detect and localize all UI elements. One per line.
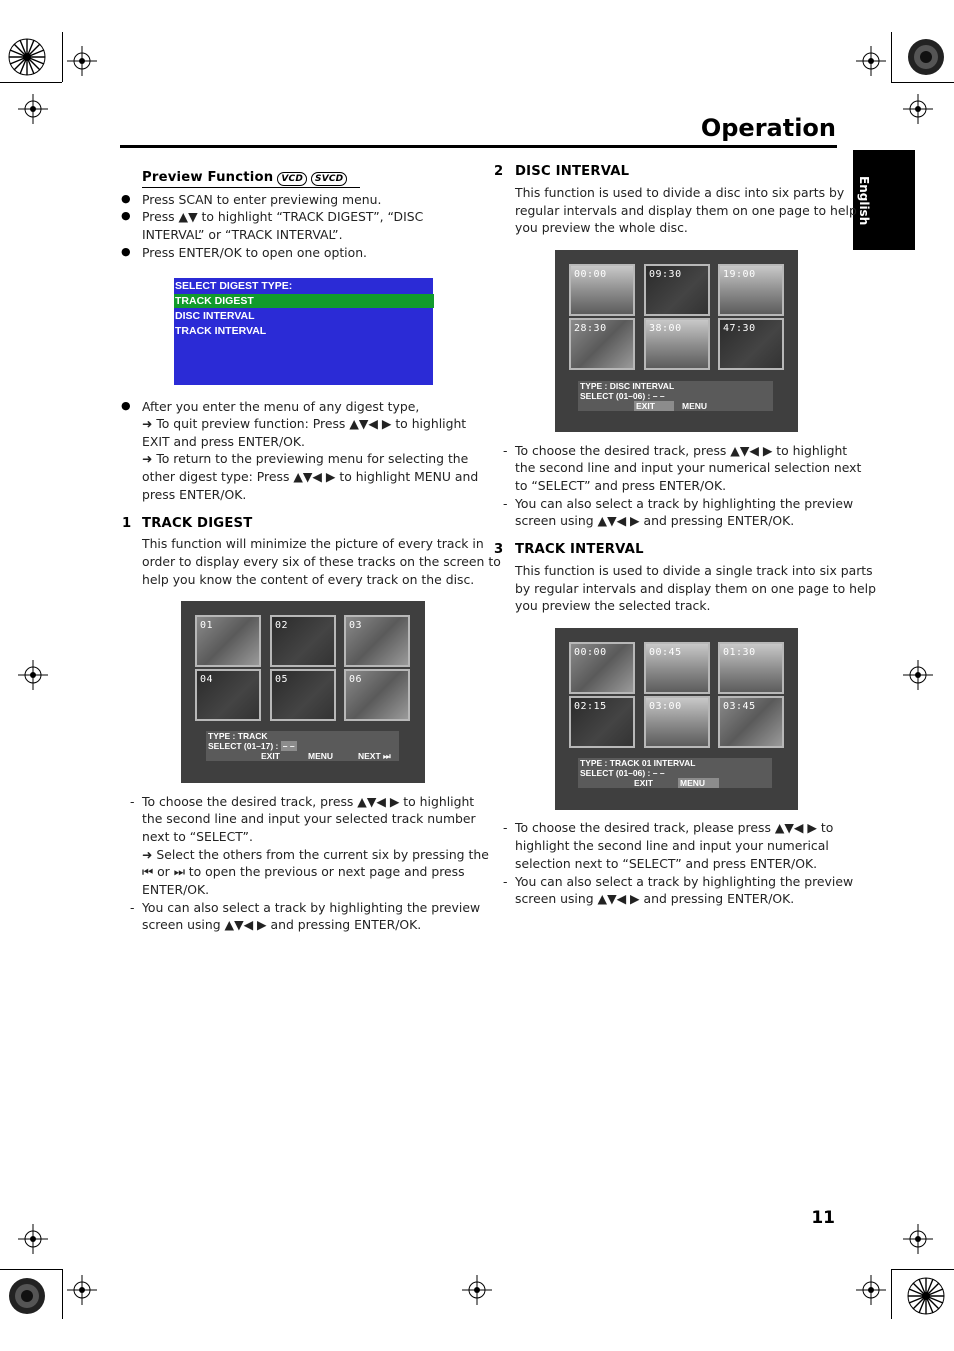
thumb-label: 00:45 — [649, 647, 682, 658]
note-dash: - — [503, 496, 508, 511]
crosshair-icon — [856, 46, 886, 76]
trim-line — [0, 1269, 62, 1270]
note-text: To choose the desired track, press ▲▼◀ ▶ to highlight — [515, 443, 848, 458]
section-desc: This function is used to divide a disc into six parts by — [515, 185, 845, 200]
note-text: screen using ▲▼◀ ▶ and pressing ENTER/OK. — [142, 917, 422, 932]
select-input[interactable]: – – — [282, 741, 295, 751]
thumb-label: 00:00 — [574, 269, 607, 280]
note-text: To choose the desired track, please press ▲▼◀ ▶ to — [515, 820, 834, 835]
section-desc: by regular intervals and display them on one page to help — [515, 581, 876, 596]
crosshair-icon — [903, 660, 933, 690]
crosshair-icon — [67, 46, 97, 76]
menu-button[interactable]: MENU — [682, 401, 708, 411]
thumb-label: 03:00 — [649, 701, 682, 712]
bullet-icon: ● — [121, 245, 131, 258]
thumb-label: 09:30 — [649, 269, 682, 280]
trim-line — [891, 82, 954, 83]
section-heading: DISC INTERVAL — [515, 164, 630, 179]
section-number: 1 — [122, 516, 132, 531]
menu-item-track-interval[interactable]: TRACK INTERVAL — [175, 325, 267, 337]
preview-thumb[interactable] — [718, 696, 784, 748]
language-tab-label: English — [857, 176, 871, 226]
preview-thumb[interactable] — [569, 318, 635, 370]
note-text: highlight the second line and input your numerical — [515, 838, 829, 853]
note-text: the second line and input your selected track number — [142, 811, 476, 826]
info-type: TYPE : DISC INTERVAL — [580, 381, 675, 391]
note-text: the second line and input your numerical selection next — [515, 460, 862, 475]
section-desc: This function will minimize the picture of every track in — [142, 536, 484, 551]
arrow-icon: ➜ — [142, 451, 157, 466]
preview-thumb[interactable] — [644, 318, 710, 370]
trim-line — [62, 1269, 63, 1319]
arrow-note-text: EXIT and press ENTER/OK. — [142, 434, 305, 449]
preview-thumb[interactable] — [344, 669, 410, 721]
preview-thumb[interactable] — [644, 696, 710, 748]
preview-thumb[interactable] — [569, 642, 635, 694]
section-desc: you preview the whole disc. — [515, 220, 688, 235]
section-desc: you preview the selected track. — [515, 598, 711, 613]
preview-thumb[interactable] — [270, 669, 336, 721]
section-number: 3 — [494, 542, 504, 557]
exit-button[interactable]: EXIT — [261, 751, 280, 761]
preview-thumb[interactable] — [718, 318, 784, 370]
crosshair-icon — [462, 1275, 492, 1305]
note-text: You can also select a track by highlighting the preview — [515, 874, 854, 889]
digest-info-bar — [206, 731, 399, 761]
info-select[interactable]: SELECT (01–06) : – – — [580, 391, 665, 401]
section-desc: regular intervals and display them on one page to help — [515, 203, 857, 218]
thumb-label: 03 — [349, 620, 363, 631]
page-number: 11 — [811, 1208, 835, 1228]
info-select[interactable]: SELECT (01–06) : – – — [580, 768, 665, 778]
arrow-note-text: other digest type: Press ▲▼◀ ▶ to highlight MENU and — [142, 469, 479, 484]
note-text: To choose the desired track, press ▲▼◀ ▶ to highlight — [142, 794, 475, 809]
registration-sunburst-icon — [907, 38, 945, 76]
section-heading: TRACK INTERVAL — [515, 542, 644, 557]
trim-line — [0, 82, 62, 83]
section-desc: This function is used to divide a single track into six parts — [515, 563, 873, 578]
exit-button[interactable]: EXIT — [634, 778, 653, 788]
preview-thumb[interactable] — [569, 696, 635, 748]
bullet-text: Press ▲▼ to highlight “TRACK DIGEST”, “DISC — [142, 209, 424, 224]
note-text: Select the others from the current six by pressing the — [156, 847, 489, 862]
registration-sunburst-icon — [907, 1277, 945, 1315]
thumb-label: 06 — [349, 674, 363, 685]
thumb-label: 02 — [275, 620, 289, 631]
preview-thumb[interactable] — [195, 615, 261, 667]
track-interval-screen — [555, 628, 798, 810]
note-dash: - — [503, 820, 508, 835]
thumb-label: 00:00 — [574, 647, 607, 658]
note-text: screen using ▲▼◀ ▶ and pressing ENTER/OK. — [515, 513, 795, 528]
preview-thumb[interactable] — [270, 615, 336, 667]
crosshair-icon — [18, 94, 48, 124]
thumb-label: 02:15 — [574, 701, 607, 712]
arrow-note — [142, 450, 468, 468]
track-interval-info-bar — [578, 758, 772, 788]
arrow-note — [142, 846, 489, 864]
trim-line — [891, 32, 892, 82]
section-heading: TRACK DIGEST — [142, 516, 253, 531]
info-type: TYPE : TRACK — [208, 731, 268, 741]
thumb-label: 47:30 — [723, 323, 756, 334]
preview-thumb[interactable] — [718, 264, 784, 316]
arrow-note — [142, 415, 466, 433]
thumb-label: 05 — [275, 674, 289, 685]
track-digest-screen — [181, 601, 425, 783]
vcd-badge: VCD — [277, 172, 307, 186]
note-text: to “SELECT” and press ENTER/OK. — [515, 478, 727, 493]
thumb-label: 38:00 — [649, 323, 682, 334]
preview-heading-text: Preview Function — [142, 170, 274, 185]
thumb-label: 03:45 — [723, 701, 756, 712]
note-text: screen using ▲▼◀ ▶ and pressing ENTER/OK. — [515, 891, 795, 906]
crosshair-icon — [18, 660, 48, 690]
page-title: Operation — [700, 114, 836, 142]
bullet-text: Press SCAN to enter previewing menu. — [142, 192, 382, 207]
bullet-icon: ● — [121, 209, 131, 222]
menu-button[interactable]: MENU — [308, 751, 334, 761]
arrow-icon: ➜ — [142, 416, 157, 431]
section-number: 2 — [494, 164, 504, 179]
preview-thumb[interactable] — [718, 642, 784, 694]
thumb-label: 04 — [200, 674, 214, 685]
arrow-icon: ➜ — [142, 847, 157, 862]
registration-sunburst-icon — [8, 38, 46, 76]
preview-thumb[interactable] — [569, 264, 635, 316]
info-type: TYPE : TRACK 01 INTERVAL — [580, 758, 696, 768]
digest-type-menu — [174, 278, 433, 385]
bullet-text: INTERVAL” or “TRACK INTERVAL”. — [142, 227, 343, 242]
bullet-icon: ● — [121, 399, 131, 412]
note-text: ENTER/OK. — [142, 882, 210, 897]
bullet-icon: ● — [121, 192, 131, 205]
menu-title: SELECT DIGEST TYPE: — [175, 280, 293, 292]
disc-interval-screen — [555, 250, 798, 432]
info-select-label: SELECT (01–17) : — [208, 741, 279, 751]
arrow-note-text: To return to the previewing menu for selecting the — [156, 451, 469, 466]
menu-item-track-digest[interactable]: TRACK DIGEST — [174, 294, 434, 308]
note-dash: - — [503, 443, 508, 458]
trim-line — [62, 32, 63, 82]
after-text: After you enter the menu of any digest type, — [142, 399, 420, 414]
registration-sunburst-icon — [8, 1277, 46, 1315]
crosshair-icon — [856, 1275, 886, 1305]
note-text: selection next to “SELECT” and press ENTER/OK. — [515, 856, 818, 871]
menu-item-disc-interval[interactable]: DISC INTERVAL — [175, 310, 255, 322]
trim-line — [891, 1269, 892, 1319]
menu-button[interactable]: MENU — [678, 778, 719, 788]
exit-button[interactable]: EXIT — [634, 401, 674, 411]
next-button[interactable]: NEXT ⏭ — [358, 751, 391, 761]
note-dash: - — [130, 794, 135, 809]
title-divider — [120, 145, 837, 148]
heading-underline — [142, 187, 360, 188]
preview-thumb[interactable] — [644, 264, 710, 316]
note-dash: - — [503, 874, 508, 889]
arrow-note-text: press ENTER/OK. — [142, 487, 247, 502]
preview-thumb[interactable] — [344, 615, 410, 667]
section-desc: order to display every six of these tracks on the screen to — [142, 554, 501, 569]
section-desc: help you know the content of every track on the disc. — [142, 572, 475, 587]
bullet-text: Press ENTER/OK to open one option. — [142, 245, 367, 260]
thumb-label: 19:00 — [723, 269, 756, 280]
thumb-label: 28:30 — [574, 323, 607, 334]
note-dash: - — [130, 900, 135, 915]
language-tab — [853, 150, 915, 250]
disc-info-bar — [578, 381, 773, 411]
trim-line — [891, 1269, 954, 1270]
preview-thumb[interactable] — [644, 642, 710, 694]
crosshair-icon — [67, 1275, 97, 1305]
svcd-badge: SVCD — [311, 172, 347, 186]
info-select — [208, 741, 297, 751]
arrow-note-text: To quit preview function: Press ▲▼◀ ▶ to highlight — [156, 416, 467, 431]
thumb-label: 01 — [200, 620, 214, 631]
note-text: ⏮ or ⏭ to open the previous or next page and press — [142, 864, 465, 879]
note-text: You can also select a track by highlighting the preview — [142, 900, 481, 915]
crosshair-icon — [903, 94, 933, 124]
note-text: You can also select a track by highlighting the preview — [515, 496, 854, 511]
preview-thumb[interactable] — [195, 669, 261, 721]
crosshair-icon — [903, 1224, 933, 1254]
thumb-label: 01:30 — [723, 647, 756, 658]
note-text: next to “SELECT”. — [142, 829, 253, 844]
crosshair-icon — [18, 1224, 48, 1254]
preview-heading — [142, 170, 347, 186]
